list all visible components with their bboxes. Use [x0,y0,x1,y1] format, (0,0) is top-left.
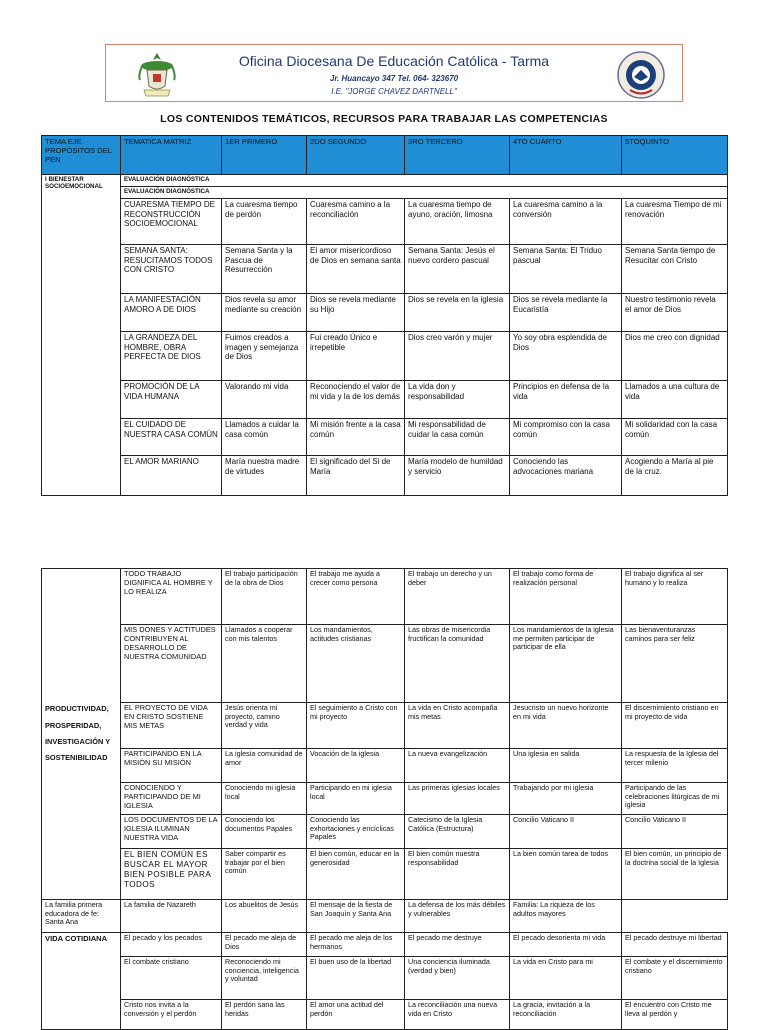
table-cell: Llamados a cooperar con mis talentos [222,625,307,703]
header-cell: 4TO CUARTO [510,136,622,175]
table-cell: El perdón sana las heridas [222,1000,307,1030]
table-cell: Semana Santa: Jesús el nuevo cordero pascual [405,245,510,294]
table-cell: La cuaresma Tiempo de mi renovación [622,199,728,245]
table-row [42,900,728,933]
table-cell: El buen uso de la libertad [307,957,405,1000]
table-cell: La gracia, invitación a la reconciliación [510,1000,622,1030]
table-header-row [42,136,728,175]
school-seal-icon [616,50,666,100]
table-cell: La bien común tarea de todos [510,849,622,900]
table-cell: El amor misericordioso de Dios en semana santa [307,245,405,294]
school-name: I.E. "JORGE CHAVEZ DARTNELL" [331,87,457,96]
theme-line: PRODUCTIVIDAD, [45,704,109,714]
competencies-table-1 [41,135,728,496]
table-cell: Familia: La riqueza de los adultos mayores [510,900,622,933]
table-cell: Mi compromiso con la casa común [510,419,622,456]
pen-theme-cell: I BIENESTAR SOCIOEMOCIONAL [42,175,121,496]
table-cell: LA MANIFESTACIÓN AMORO A DE DIOS [121,294,222,332]
document-title: LOS CONTENIDOS TEMÁTICOS, RECURSOS PARA TRABAJAR LAS COMPETENCIAS [160,113,608,125]
table-cell: Cristo nos invita a la conversión y el perdón [121,1000,222,1030]
table-row [42,569,728,625]
table-cell: SEMANA SANTA: RESUCITAMOS TODOS CON CRISTO [121,245,222,294]
table-cell: MIS DONES Y ACTITUDES CONTRIBUYEN AL DESARROLLO DE NUESTRA COMUNIDAD [121,625,222,703]
table-row [42,381,728,419]
table-cell: CONOCIENDO Y PARTICIPANDO DE MI IGLESIA [121,783,222,815]
table-cell: El encuentro con Cristo me lleva al perdón y [622,1000,728,1030]
table-row [42,245,728,294]
table-cell: El bien común, educar en la generosidad [307,849,405,900]
table-cell: EL CUIDADO DE NUESTRA CASA COMÚN [121,419,222,456]
table-cell: María modelo de humildad y servicio [405,456,510,496]
table-cell: El bien común nuestra responsabilidad [405,849,510,900]
table-cell: El mensaje de la fiesta de San Joaquín y Santa Ana [307,900,405,933]
table-cell: La vida don y responsabilidad [405,381,510,419]
table-row [42,957,728,1000]
table-cell: Jesucristo un nuevo horizonte en mi vida [510,703,622,749]
table-cell: EL PROYECTO DE VIDA EN CRISTO SOSTIENE MIS METAS [121,703,222,749]
table-cell: Fuimos creados a imagen y semejanza de Dios [222,332,307,381]
table-cell: Jesús orienta mi proyecto, camino verdad y vida [222,703,307,749]
table-cell: El trabajo como forma de realización personal [510,569,622,625]
table-cell: Una conciencia iluminada (verdad y bien) [405,957,510,1000]
table-cell: PROMOCIÓN DE LA VIDA HUMANA [121,381,222,419]
table-cell: LA GRANDEZA DEL HOMBRE, OBRA PERFECTA DE DIOS [121,332,222,381]
table-cell: María nuestra madre de virtudes [222,456,307,496]
table-cell: Participando de las celebraciones litúrgicas de mi iglesia [622,783,728,815]
table-cell: PARTICIPANDO EN LA MISIÓN SU MISIÓN [121,749,222,783]
table-cell: Mi solidaridad con la casa común [622,419,728,456]
table-cell: Valorando mi vida [222,381,307,419]
table-row [42,703,728,749]
table-cell: Llamados a una cultura de vida [622,381,728,419]
table-cell: Mi responsabilidad de cuidar la casa común [405,419,510,456]
table-cell: Conociendo mi iglesia local [222,783,307,815]
table-cell: Yo soy obra esplendida de Dios [510,332,622,381]
table-cell: La iglesia comunidad de amor [222,749,307,783]
table-row [42,1000,728,1030]
letterhead [105,44,683,102]
vida-cotidiana-cell: VIDA COTIDIANA [42,933,121,1030]
table-cell: Nuestro testimonio revela el amor de Dios [622,294,728,332]
table-cell: Las obras de misericordia fructifican la comunidad [405,625,510,703]
table-row [42,815,728,849]
table-cell: Semana Santa y la Pascua de Resurrección [222,245,307,294]
table-cell: Las bienaventuranzas caminos para ser feliz [622,625,728,703]
table-cell: Dios se revela en la iglesia [405,294,510,332]
table-cell: La nueva evangelización [405,749,510,783]
table-row [42,294,728,332]
table-row [42,783,728,815]
header-cell: 3RO TERCERO [405,136,510,175]
table-cell: Los abuelitos de Jesús [222,900,307,933]
theme-line: PROSPERIDAD, [45,720,102,730]
table-cell: El pecado me aleja de Dios [222,933,307,957]
table-cell: El significado del Si de María [307,456,405,496]
office-title: Oficina Diocesana De Educación Católica - Tarma [238,53,550,69]
table-cell: Cuaresma camino a la reconciliación [307,199,405,245]
table-cell: El pecado y los pecados [121,933,222,957]
table-cell: EL BIEN COMÚN ES BUSCAR EL MAYOR BIEN POSIBLE PARA TODOS [121,849,222,900]
table-cell: EL AMOR MARIANO [121,456,222,496]
table-row [42,175,728,187]
table-row [42,199,728,245]
table-row [42,933,728,957]
header-cell: TEMATICA MATRIZ [121,136,222,175]
table-row [42,625,728,703]
table-cell: El trabajo dignifica al ser humano y lo realiza [622,569,728,625]
table-cell: El trabajo participación de la obra de Dios [222,569,307,625]
header-cell: 1ER PRIMERO [222,136,307,175]
table-cell: Catecismo de la Iglesia Católica (Estructura) [405,815,510,849]
eval-cell: EVALUACIÓN DIAGNÓSTICA [121,175,728,187]
table-row [42,187,728,199]
table-cell: La familia de Nazareth [121,900,222,933]
table-cell: Saber compartir es trabajar por el bien común [222,849,307,900]
table-cell: El trabajo un derecho y un deber [405,569,510,625]
table-cell: Una iglesia en salida [510,749,622,783]
table-cell: Trabajando por mi iglesia [510,783,622,815]
table-cell: Fui creado Único e irrepetible [307,332,405,381]
theme-line: INVESTIGACIÓN Y [45,737,111,746]
table-cell: Conociendo las exhortaciones y encíclicas Papales [307,815,405,849]
competencies-table-2 [41,568,728,1030]
table-cell: Acogiendo a María al pie de la cruz. [622,456,728,496]
table-cell: Conociendo las advocaciones mariana [510,456,622,496]
table-cell: Principios en defensa de la vida [510,381,622,419]
table-cell: Reconociendo mi conciencia, inteligencia y voluntad [222,957,307,1000]
table-cell: La cuaresma camino a la conversión [510,199,622,245]
table-row [42,849,728,900]
table-cell: El bien común, un principio de la doctrina social de la Iglesia [622,849,728,900]
table-cell: Dios se revela mediante su Hijo [307,294,405,332]
pen-theme-cell [42,569,121,900]
table-cell: La reconciliación una nueva vida en Cristo [405,1000,510,1030]
table-cell: La defensa de los más débiles y vulnerables [405,900,510,933]
header-cell: TEMA EJE PROPÓSITOS DEL PEN [42,136,121,175]
eval-cell: EVALUACIÓN DIAGNÓSTICA [121,187,728,199]
table-row [42,332,728,381]
table-cell: Semana Santa: El Triduo pascual [510,245,622,294]
table-cell: Dios se revela mediante la Eucaristía [510,294,622,332]
table-cell: El pecado destruye mi libertad [622,933,728,957]
table-cell: La vida en Cristo acompaña mis metas [405,703,510,749]
table-cell: Concilio Vaticano II [510,815,622,849]
table-row [42,749,728,783]
table-row [42,456,728,496]
table-cell: El pecado me destruye [405,933,510,957]
header-cell: 2DO SEGUNDO [307,136,405,175]
table-cell: Concilio Vaticano II [622,815,728,849]
table-cell: Los mandamientos, actitudes cristianas [307,625,405,703]
table-cell: La respuesta de la Iglesia del tercer milenio [622,749,728,783]
table-cell: CUARESMA TIEMPO DE RECONSTRUCCIÓN SOCIOEMOCIONAL [121,199,222,245]
table-cell: Las primeras iglesias locales [405,783,510,815]
table-cell: El amor una actitud del perdón [307,1000,405,1030]
table-cell: TODO TRABAJO DIGNIFICA AL HOMBRE Y LO REALIZA [121,569,222,625]
table-cell: Participando en mi iglesia local [307,783,405,815]
table-cell: Vocación de la iglesia [307,749,405,783]
table-cell: El combate y el discernimiento cristiano [622,957,728,1000]
table-cell: Conociendo los documentos Papales [222,815,307,849]
table-cell: LOS DOCUMENTOS DE LA IGLESIA ILUMINAN NUESTRA VIDA [121,815,222,849]
office-address: Jr. Huancayo 347 Tel. 064- 323670 [329,74,459,83]
table-cell: Dios me creo con dignidad [622,332,728,381]
table-cell: Mi misión frente a la casa común [307,419,405,456]
table-cell: Llamados a cuidar la casa común [222,419,307,456]
table-cell: Semana Santa tiempo de Resucitar con Cristo [622,245,728,294]
table-cell: Dios creo varón y mujer [405,332,510,381]
table-cell: La cuaresma tiempo de perdón [222,199,307,245]
table-cell: El combate cristiano [121,957,222,1000]
header-cell: 5TOQUINTO [622,136,728,175]
table-cell: El pecado desorienta mi vida [510,933,622,957]
table-cell: El seguimiento a Cristo con mi proyecto [307,703,405,749]
table-cell: El pecado me aleja de los hermanos [307,933,405,957]
table-cell: Reconociendo el valor de mi vida y la de los demás [307,381,405,419]
table-cell: Dios revela su amor mediante su creación [222,294,307,332]
table-cell: La cuaresma tiempo de ayuno, oración, limosna [405,199,510,245]
table-cell: La familia primera educadora de fe: Santa Ana [42,900,121,933]
table-cell: El discernimiento cristiano en mi proyecto de vida [622,703,728,749]
table-cell: Los mandamientos de la iglesia me permiten participar de participar de ella [510,625,622,703]
table-cell: El trabajo me ayuda a crecer como persona [307,569,405,625]
theme-line: SOSTENIBILIDAD [45,753,108,763]
table-cell: La vida en Cristo para mi [510,957,622,1000]
table-row [42,419,728,456]
